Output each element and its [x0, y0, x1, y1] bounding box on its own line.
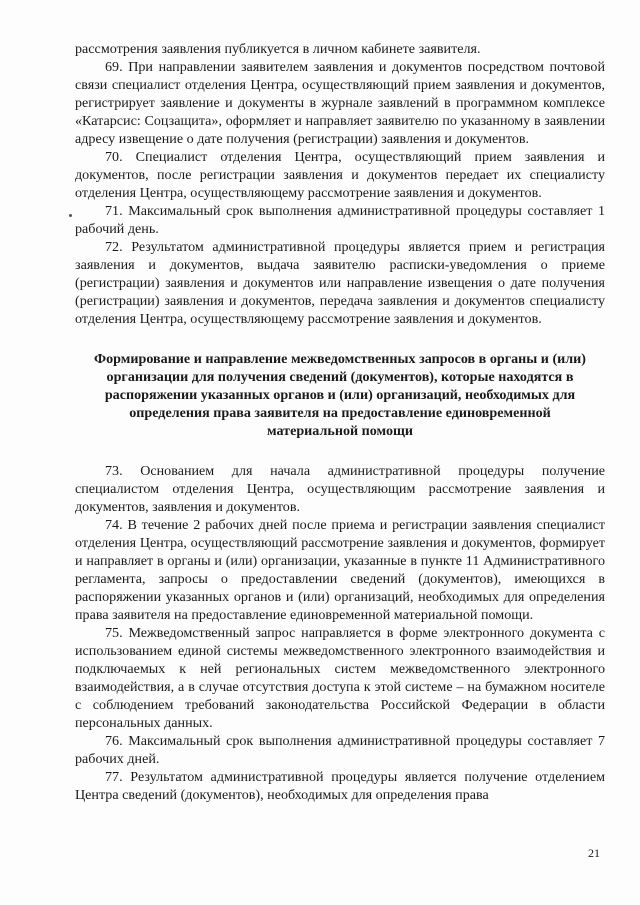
paragraph-76: 76. Максимальный срок выполнения административной процедуры составляет 7 рабочих дней.: [75, 733, 605, 767]
paragraph-75: 75. Межведомственный запрос направляется в форме электронного документа с использованием единой системы межведомственного электронного взаимодействия и подключаемых к ней региональных систем межведомственного электронного взаимодействия, а в случае отсутствия доступа к этой системе – на бумажном носителе с соблюдением требований законодательства Российской Федерации в области персональных данных.: [75, 625, 605, 731]
paragraph-74: 74. В течение 2 рабочих дней после приема и регистрации заявления специалист отделения Центра, осуществляющий рассмотрение заявления и документов, формирует и направляет в органы и (или) организации, указанные в пункте 11 Административного регламента, запросы о предоставлении сведений (документов), имеющихся в распоряжении указанных органов и (или) организаций, необходимых для определения права заявителя на предоставление единовременной материальной помощи.: [75, 517, 605, 623]
page-number: 21: [588, 846, 600, 860]
document-body: [75, 40, 605, 804]
section-heading: Формирование и направление межведомственных запросов в органы и (или) организации для получения сведений (документов), которые находятся в распоряжении указанных органов и (или) организаций, необходимых для определения права заявителя на предоставление единовременной материальной помощи: [94, 351, 586, 439]
paragraph-continuation: рассмотрения заявления публикуется в личном кабинете заявителя.: [75, 41, 481, 57]
paragraphs-before-heading: [75, 40, 605, 328]
scan-dot-mark: [69, 214, 72, 217]
paragraph-71: 71. Максимальный срок выполнения административной процедуры составляет 1 рабочий день.: [75, 203, 605, 237]
paragraphs-after-heading: [75, 462, 605, 804]
paragraph-72: 72. Результатом административной процедуры является прием и регистрация заявления и документов, выдача заявителю расписки-уведомления о приеме (регистрации) заявления и документов или направление извещения о дате получения (регистрации) заявления и документов, передача заявления и документов специалисту отделения Центра, осуществляющему рассмотрение заявления и документов.: [75, 239, 605, 327]
paragraph-73: 73. Основанием для начала административной процедуры получение специалистом отделения Центра, осуществляющим рассмотрение заявления и документов, заявления и документов.: [75, 463, 605, 515]
paragraph-69: 69. При направлении заявителем заявления и документов посредством почтовой связи специалист отделения Центра, осуществляющий прием заявления и документов, регистрирует заявление и документы в журнале заявлений в программном комплексе «Катарсис: Соцзащита», оформляет и направляет заявителю по указанному в заявлении адресу извещение о дате получения (регистрации) заявления и документов.: [75, 59, 605, 147]
paragraph-77: 77. Результатом административной процедуры является получение отделением Центра сведений (документов), необходимых для определения права: [75, 769, 605, 803]
paragraph-70: 70. Специалист отделения Центра, осуществляющий прием заявления и документов, после регистрации заявления и документов передает их специалисту отделения Центра, осуществляющему рассмотрение заявления и документов.: [75, 149, 605, 201]
